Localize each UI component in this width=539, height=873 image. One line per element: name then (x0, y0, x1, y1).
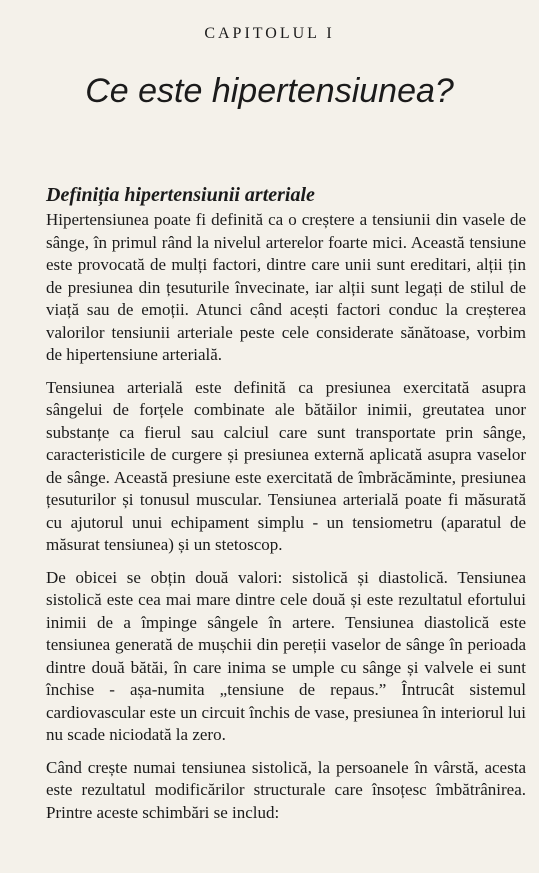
paragraph-4: Când crește numai tensiunea sistolică, la persoanele în vârstă, acesta este rezultatul modificărilor structurale care însoțesc îmbătrânirea. Printre aceste schimbări se includ: (46, 757, 526, 822)
paragraph-3: De obicei se obțin două valori: sistolică și diastolică. Tensiunea sistolică este cea mai mare dintre cele două și este rezultatul efortului inimii de a împinge sângele în artere. Tensiunea diastolică este tensiunea generată de mușchii din pereții vaselor de sânge în perioada dintre două bătăi, în care inima se umple cu sânge și valvele ei sunt închise - așa-numita „tensiune de repaus.” Întrucât sistemul cardiovascular este un circuit închis de vase, presiunea în interiorul lui nu scade niciodată la zero. (46, 567, 526, 744)
chapter-title: Ce este hipertensiunea? (85, 72, 454, 110)
paragraph-1: Hipertensiunea poate fi definită ca o creștere a tensiunii din vasele de sânge, în primul rând la nivelul arterelor foarte mici. Această tensiune este provocată de mulți factori, dintre care unii sunt ereditari, alții țin de presiunea din țesuturile învecinate, iar alții sunt legați de stilul de viață sau de emoții. Atunci când acești factori conduc la creșterea valorilor tensiunii arteriale peste cele considerate sănătoase, vorbim de hipertensiune arterială. (46, 210, 526, 364)
chapter-heading: CAPITOLUL I (204, 25, 335, 42)
body-text (46, 209, 526, 834)
section-heading: Definiția hipertensiunii arteriale (46, 184, 315, 206)
paragraph-2: Tensiunea arterială este definită ca presiunea exercitată asupra sângelui de forțele combinate ale bătăilor inimii, greutatea unor substanțe ca fierul sau calciul care sunt transportate prin sânge, caracteristicile de curgere și presiunea externă aplicată asupra vaselor de sânge. Această presiune este exercitată de îmbrăcăminte, presiunea țesuturilor și tonusul muscular. Tensiunea arterială poate fi măsurată cu ajutorul unui echipament simplu - un tensiometru (aparatul de măsurat tensiunea) și un stetoscop. (46, 377, 526, 554)
